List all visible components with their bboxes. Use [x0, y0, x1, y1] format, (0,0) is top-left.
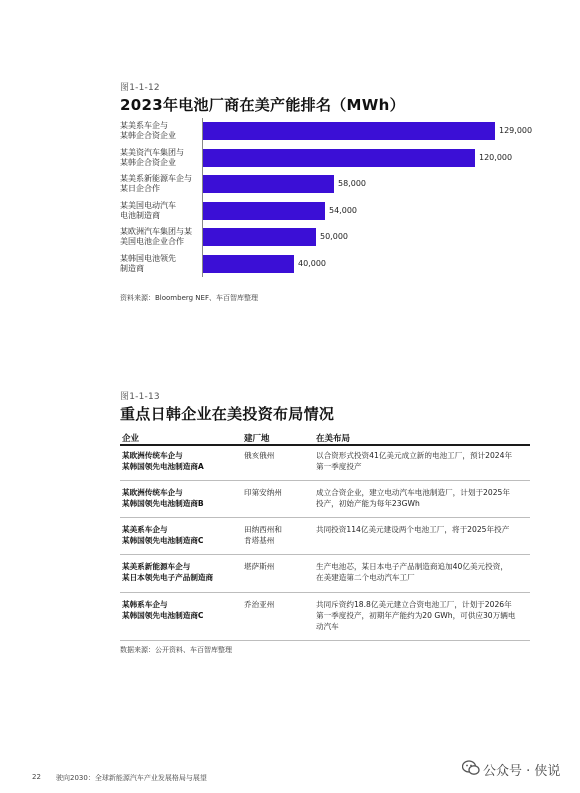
col-header-enterprise: 企业 [122, 434, 140, 444]
location-cell [244, 599, 310, 610]
layout-cell [316, 561, 532, 583]
bar-category-label [120, 254, 176, 274]
bar-value-label: 129,000 [499, 126, 533, 135]
table-row-divider [120, 592, 530, 593]
location-cell [244, 561, 310, 572]
location-cell-line: 乔治亚州 [244, 600, 275, 609]
bar-category-label-line: 某美系新能源车企与 [120, 174, 192, 183]
location-cell-line: 堪萨斯州 [244, 562, 275, 571]
enterprise-cell-line: 某韩国领先电池制造商B [122, 499, 204, 508]
table-row-divider [120, 480, 530, 481]
col-header-location: 建厂地 [244, 434, 270, 444]
enterprise-cell [122, 450, 240, 472]
location-cell-line: 田纳西州和 [244, 525, 282, 534]
enterprise-cell-line: 某韩国领先电池制造商A [122, 462, 204, 471]
table-figure-title: 重点日韩企业在美投资布局情况 [120, 405, 335, 423]
layout-cell-line: 第一季度投产，初期年产能约为20 GWh，可供应30万辆电 [316, 611, 516, 620]
bar-category-label-line: 电池制造商 [120, 210, 160, 220]
bar-category-label [120, 227, 192, 247]
layout-cell [316, 487, 532, 509]
enterprise-cell [122, 561, 240, 583]
chart-source: 资料来源：Bloomberg NEF、车百智库整理 [120, 294, 258, 302]
layout-cell-line: 第一季度投产 [316, 462, 362, 471]
enterprise-cell-line: 某日本领先电子产品制造商 [122, 573, 214, 582]
col-header-layout: 在美布局 [316, 434, 351, 444]
enterprise-cell [122, 599, 240, 621]
enterprise-cell [122, 487, 240, 509]
enterprise-cell-line: 某韩国领先电池制造商C [122, 611, 204, 620]
location-cell-line: 俄亥俄州 [244, 451, 275, 460]
table-row-divider [120, 517, 530, 518]
figure-label: 图1-1-12 [120, 83, 160, 93]
bar [203, 255, 294, 273]
page-number: 22 [32, 773, 41, 781]
bar [203, 149, 475, 167]
figure-title: 2023年电池厂商在美产能排名（MWh） [120, 96, 405, 114]
bar-category-label-line: 某美系车企与 [120, 121, 168, 130]
layout-cell-line: 动汽车 [316, 622, 339, 631]
layout-cell-line: 生产电池芯，某日本电子产品制造商追加40亿美元投资， [316, 562, 508, 571]
table-figure-label: 图1-1-13 [120, 392, 160, 402]
bar-category-label-line: 制造商 [120, 263, 144, 273]
bar-category-label-line: 美国电池企业合作 [120, 237, 184, 246]
enterprise-cell-line: 某欧洲传统车企与 [122, 451, 183, 460]
bar-chart [120, 118, 540, 278]
location-cell [244, 487, 310, 498]
bar [203, 228, 316, 246]
chart-axis-line [202, 118, 203, 277]
enterprise-cell-line: 某韩国领先电池制造商C [122, 536, 204, 545]
bar-category-label-line: 某韩国电池领先 [120, 253, 176, 263]
enterprise-cell-line: 某美系新能源车企与 [122, 562, 191, 571]
bar-category-label-line: 某美国电动汽车 [120, 200, 176, 210]
bar-category-label [120, 174, 192, 194]
bar-category-label-line: 某韩企合资企业 [120, 131, 176, 140]
layout-cell-line: 成立合资企业，建立电动汽车电池制造厂，计划于2025年 [316, 488, 510, 497]
bar [203, 122, 495, 140]
bar-category-label-line: 某日企合作 [120, 184, 160, 193]
location-cell-line: 肯塔基州 [244, 536, 275, 545]
table-header-rule [120, 444, 530, 446]
bar-category-label [120, 121, 176, 141]
enterprise-cell-line: 某韩系车企与 [122, 600, 168, 609]
layout-cell [316, 450, 532, 472]
bar-value-label: 50,000 [320, 232, 348, 241]
layout-cell-line: 投产，初始产能为每年23GWh [316, 499, 420, 508]
layout-cell-line: 共同投资114亿美元建设两个电池工厂，将于2025年投产 [316, 525, 510, 534]
bar-category-label [120, 148, 184, 168]
layout-cell-line: 共同斥资约18.8亿美元建立合资电池工厂，计划于2026年 [316, 600, 512, 609]
bar-value-label: 54,000 [329, 205, 357, 215]
table-row-divider [120, 554, 530, 555]
bar-category-label-line: 某韩企合资企业 [120, 157, 176, 167]
table-source: 数据来源：公开资料、车百智库整理 [120, 646, 232, 654]
layout-cell [316, 524, 532, 535]
bar [203, 175, 334, 193]
watermark-text: 公众号 · 侠说 [483, 764, 561, 779]
enterprise-cell [122, 524, 240, 546]
bar-value-label: 58,000 [338, 179, 366, 188]
bar-value-label: 40,000 [298, 258, 326, 268]
layout-cell-line: 在美建造第二个电动汽车工厂 [316, 573, 415, 582]
enterprise-cell-line: 某欧洲传统车企与 [122, 488, 183, 497]
enterprise-cell-line: 某美系车企与 [122, 525, 168, 534]
location-cell-line: 印第安纳州 [244, 488, 282, 497]
location-cell [244, 524, 310, 546]
layout-cell-line: 以合资形式投资41亿美元成立新的电池工厂，预计2024年 [316, 451, 513, 460]
footer-text: 驶向2030：全球新能源汽车产业发展格局与展望 [56, 774, 207, 782]
bar [203, 202, 325, 220]
location-cell [244, 450, 310, 461]
bar-category-label-line: 某美资汽车集团与 [120, 147, 184, 157]
wechat-icon [462, 760, 480, 780]
layout-cell [316, 599, 532, 632]
bar-category-label-line: 某欧洲汽车集团与某 [120, 227, 192, 236]
table-row-divider [120, 640, 530, 641]
bar-category-label [120, 201, 176, 221]
bar-value-label: 120,000 [479, 152, 513, 162]
